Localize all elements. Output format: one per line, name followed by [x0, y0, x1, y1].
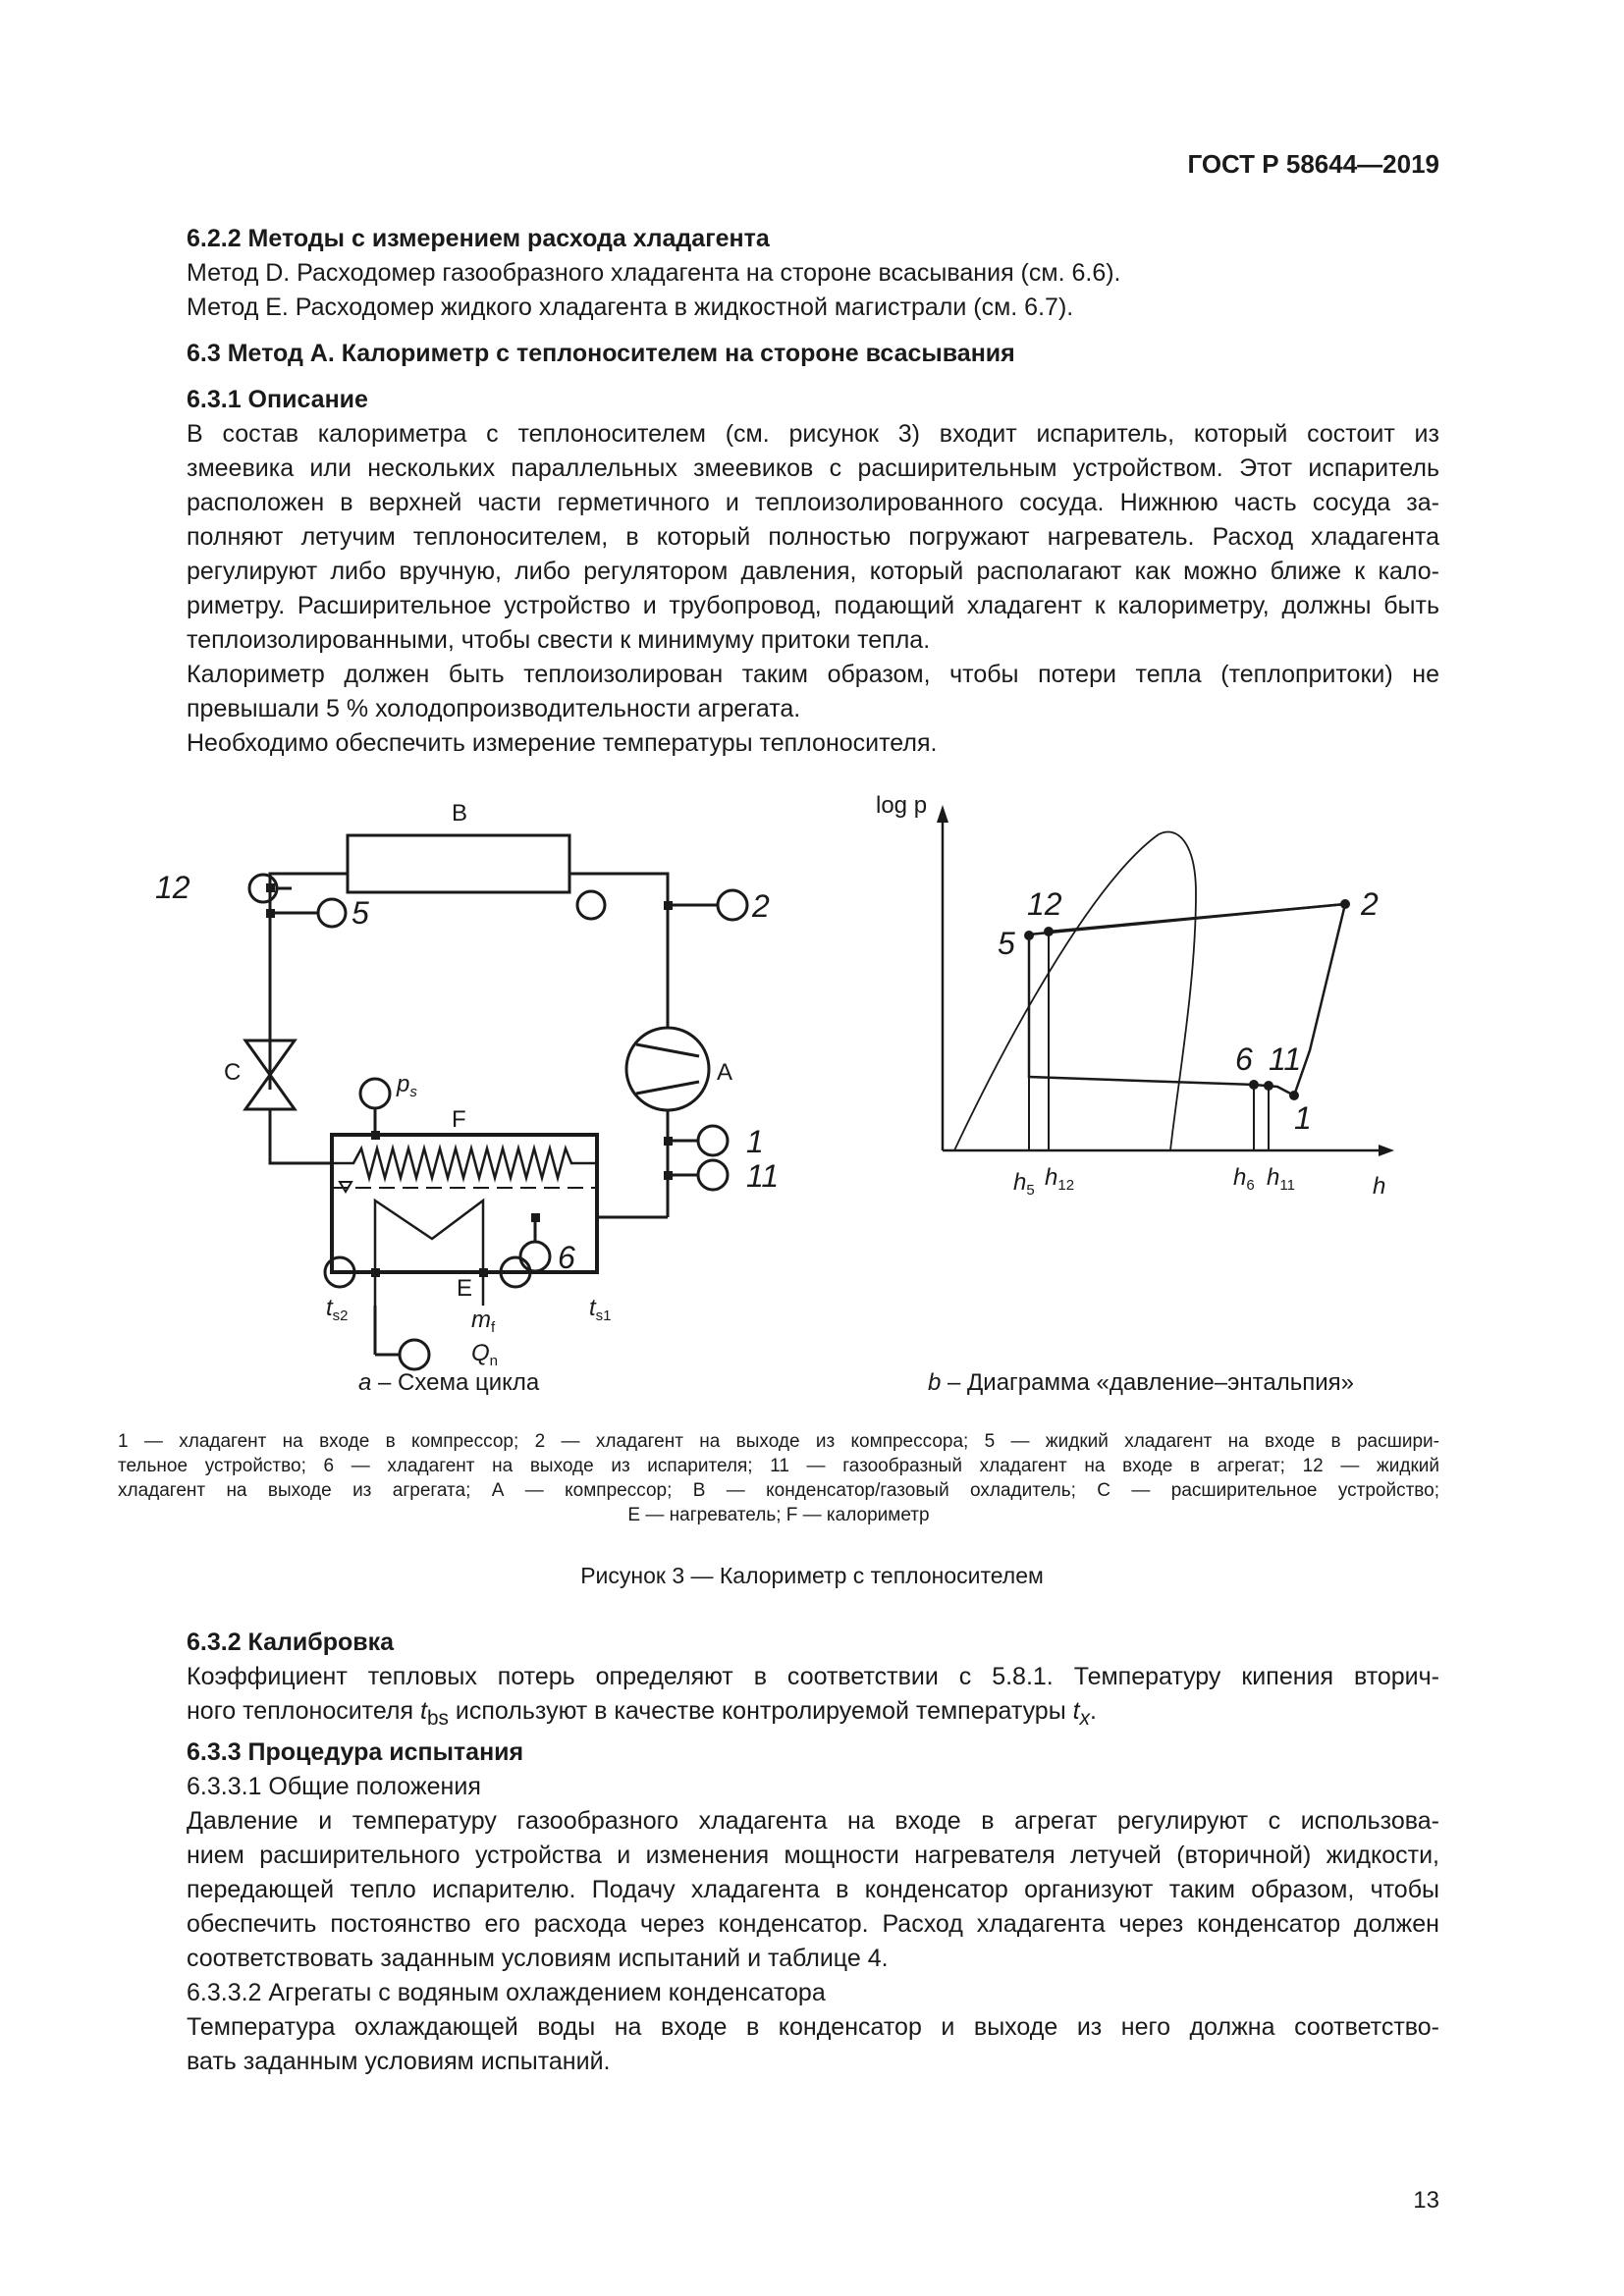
- caption-a: [358, 1369, 539, 1397]
- label-F: F: [452, 1106, 466, 1133]
- tick-h5: $h_5$: [1013, 1169, 1035, 1199]
- y-arrow: [937, 805, 948, 823]
- water-line: Температура охлаждающей воды на входе в конденсатор и выходе из него должна соответство-: [187, 2013, 1439, 2041]
- figure-legend: [118, 1429, 1439, 1527]
- heading-6-3-3: 6.3.3 Процедура испытания: [187, 1738, 524, 1766]
- heading-6-2-2: 6.2.2 Методы с измерением расхода хладагента: [187, 225, 770, 252]
- procedure-line: соответствовать заданным условиям испытаний и таблице 4.: [187, 1945, 889, 1972]
- legend-line: тельное устройство; 6 — хладагент на выходе из испарителя; 11 — газообразный хладагент на входе в агрегат; 12 — жидкий: [118, 1456, 1439, 1476]
- para1-line: теплоизолированными, чтобы свести к минимуму притоки тепла.: [187, 626, 931, 654]
- caption-a-letter: a: [358, 1369, 372, 1396]
- heading-6-3-2: 6.3.2 Калибровка: [187, 1629, 395, 1656]
- label-qn: $Q_n$: [471, 1340, 499, 1369]
- text-block-top: [187, 222, 1439, 761]
- procedure-line: обеспечить постоянство его расхода через конденсатор. Расход хладагента через конденсатор должен: [187, 1910, 1439, 1938]
- point-1: [1289, 1091, 1299, 1100]
- para3-line: Необходимо обеспечить измерение температуры теплоносителя.: [187, 729, 938, 757]
- para2-line: Калориметр должен быть теплоизолирован таким образом, чтобы потери тепла (теплопритоки) не: [187, 661, 1439, 688]
- heading-6-3-1: 6.3.1 Описание: [187, 386, 368, 413]
- saturation-dome: [954, 832, 1196, 1151]
- joint: [371, 1268, 380, 1277]
- gauge-11: [698, 1160, 728, 1190]
- joint: [664, 1171, 673, 1180]
- evaporator-coil: [332, 1148, 597, 1178]
- para1-line: змеевика или нескольких параллельных змеевиков с расширительным устройством. Этот испаритель: [187, 454, 1439, 482]
- gauge-5: [318, 899, 346, 927]
- gauge-1: [698, 1126, 728, 1155]
- joint: [479, 1268, 488, 1277]
- ph-diagram: [876, 792, 1394, 1200]
- method-e-line: Метод E. Расходомер жидкого хладагента в жидкостной магистрали (см. 6.7).: [187, 294, 1074, 321]
- procedure-line: Давление и температуру газообразного хладагента на входе в агрегат регулируют с использова-: [187, 1807, 1439, 1835]
- cycle-schema: [245, 835, 717, 1369]
- compressor-circle: [626, 1028, 709, 1110]
- top-line: [1049, 904, 1345, 932]
- label-5: 5: [352, 895, 369, 931]
- para2-line: превышали 5 % холодопроизводительности агрегата.: [187, 695, 801, 722]
- label-6: 6: [558, 1240, 575, 1275]
- figure-3: [118, 785, 1512, 1414]
- label-2: 2: [752, 888, 770, 924]
- gauge-2: [577, 891, 605, 919]
- label-A: A: [717, 1059, 733, 1086]
- label-1: 1: [746, 1124, 764, 1159]
- label-2: 2: [1361, 886, 1379, 922]
- label-ps: $p_s$: [397, 1071, 417, 1100]
- caption-a-text: – Схема цикла: [371, 1369, 540, 1396]
- calibration-line: [187, 1694, 1439, 1735]
- sub-x: [1080, 1707, 1090, 1730]
- method-d-line: Метод D. Расходомер газообразного хладагента на стороне всасывания (см. 6.6).: [187, 259, 1121, 287]
- sub-bs: bs: [426, 1707, 449, 1730]
- label-12: 12: [1027, 886, 1062, 922]
- joint: [266, 909, 275, 918]
- text-run: ного теплоносителя: [187, 1697, 421, 1725]
- gauge-mf: [400, 1340, 429, 1369]
- text-block-bottom: [187, 1626, 1439, 2079]
- point-11: [1264, 1081, 1273, 1091]
- sub-heading-6-3-3-1: 6.3.3.1 Общие положения: [187, 1773, 481, 1800]
- label-ts2: $t_{s2}$: [326, 1295, 349, 1324]
- para1-line: риметру. Расширительное устройство и трубопровод, подающий хладагент к калориметру, должны быть: [187, 592, 1439, 619]
- label-12: 12: [155, 870, 190, 905]
- gauge-6: [520, 1242, 550, 1271]
- label-11: 11: [746, 1158, 780, 1194]
- tick-h11: $h_{11}$: [1267, 1164, 1295, 1194]
- legend-line: 1 — хладагент на входе в компрессор; 2 — хладагент на выходе из компрессора; 5 — жидкий хладагент на входе в расшири-: [118, 1431, 1439, 1452]
- joint: [531, 1213, 540, 1222]
- diagram-labels: [876, 792, 1385, 1200]
- caption-b-text: – Диаграмма «давление–энтальпия»: [941, 1369, 1354, 1396]
- point-5: [1024, 931, 1034, 940]
- point-12: [1044, 927, 1054, 936]
- loop-right: [569, 874, 668, 1029]
- tick-h12: $h_{12}$: [1045, 1164, 1075, 1194]
- ylabel: log p: [876, 792, 928, 819]
- x-arrow: [1379, 1145, 1394, 1156]
- label-6: 6: [1235, 1041, 1253, 1077]
- gauge-ps: [360, 1079, 390, 1108]
- joint: [664, 1137, 673, 1146]
- label-5: 5: [998, 926, 1015, 961]
- label-mf: $m_f$: [471, 1307, 496, 1336]
- var-t: t: [420, 1697, 427, 1725]
- label-11: 11: [1269, 1041, 1302, 1077]
- procedure-line: передающей тепло испарителю. Подачу хладагента в конденсатор организуют таким образом, чтобы: [187, 1876, 1439, 1903]
- joint: [371, 1131, 380, 1140]
- heading-6-3: 6.3 Метод А. Калориметр с теплоносителем на стороне всасывания: [187, 340, 1015, 367]
- figure-title: Рисунок 3 — Калориметр с теплоносителем: [580, 1563, 1044, 1588]
- condenser-rect: [348, 835, 569, 892]
- sub-heading-6-3-3-2: 6.3.3.2 Агрегаты с водяным охлаждением конденсатора: [187, 1979, 826, 2006]
- text-run: .: [1090, 1697, 1097, 1725]
- joint: [664, 901, 673, 910]
- loop-left-bottom: [270, 1109, 332, 1163]
- joint: [266, 883, 275, 892]
- para1-line: полняют летучим теплоносителем, в который полностью погружают нагреватель. Расход хладагента: [187, 523, 1439, 551]
- gauge-2: [718, 890, 747, 920]
- page-number: 13: [1413, 2187, 1439, 2214]
- point-2: [1340, 899, 1350, 909]
- compressor-line: [636, 1082, 699, 1094]
- para1-line: В состав калориметра с теплоносителем (см. рисунок 3) входит испаритель, который состоит из: [187, 420, 1439, 448]
- procedure-line: нием расширительного устройства и изменения мощности нагревателя летучей (вторичной) жидкости,: [187, 1842, 1439, 1869]
- label-E: E: [457, 1275, 473, 1302]
- label-1: 1: [1294, 1100, 1312, 1136]
- document-header: ГОСТ Р 58644—2019: [1187, 149, 1439, 179]
- para1-line: расположен в верхней части герметичного и теплоизолированного сосуда. Нижнюю часть сосуда за-: [187, 489, 1439, 516]
- sub-x-italic: x: [1079, 1707, 1091, 1730]
- label-C: C: [224, 1059, 242, 1086]
- tick-h6: $h_6$: [1233, 1164, 1255, 1194]
- compressor-line: [636, 1044, 699, 1056]
- caption-b: [928, 1369, 1354, 1397]
- calibration-line: Коэффициент тепловых потерь определяют в соответствии с 5.8.1. Температуру кипения вторич-: [187, 1663, 1439, 1690]
- legend-line: Е — нагреватель; F — калориметр: [627, 1505, 930, 1525]
- text-run: используют в качестве контролируемой температуры: [448, 1697, 1073, 1725]
- water-line: вать заданным условиям испытаний.: [187, 2048, 611, 2075]
- label-B: B: [452, 800, 468, 827]
- legend-line: хладагент на выходе из агрегата; А — компрессор; В — конденсатор/газовый охладитель; С — расширительное устройство;: [118, 1480, 1439, 1501]
- dome-curve: [954, 832, 1196, 1151]
- para1-line: регулируют либо вручную, либо регулятором давления, который располагают как можно ближе к кало-: [187, 558, 1439, 585]
- var-tx: t: [1072, 1697, 1080, 1725]
- point-6: [1249, 1080, 1259, 1090]
- xlabel: h: [1373, 1173, 1386, 1200]
- caption-b-letter: b: [928, 1369, 942, 1396]
- schema-extra: [671, 890, 747, 1190]
- label-ts1: $t_{s1}$: [589, 1295, 612, 1324]
